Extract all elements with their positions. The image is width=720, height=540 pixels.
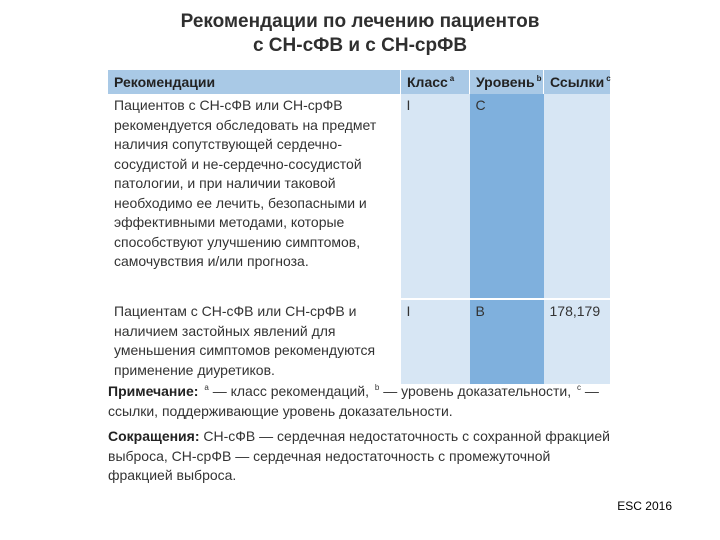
row-class: I [401, 299, 470, 384]
abbreviations-label: Сокращения: [108, 428, 200, 444]
title-line-1: Рекомендации по лечению пациентов [180, 11, 540, 32]
table-notes [108, 382, 614, 492]
table-row [108, 299, 610, 384]
table-row [108, 94, 610, 299]
row-recommendation-text: Пациентов с СН-сФВ или СН-срФВ рекомендуется обследовать на предмет наличия сопутствующей сердечно-сосудистой и не-сердечно-сосудистой патологии, и при наличии таковой необходимо ее лечить, безопасными и эффективными методами, которые способствуют улучшению симптомов, самочувствия и/или прогноза. [108, 94, 401, 299]
row-refs: 178,179 [544, 299, 611, 384]
note-label: Примечание: [108, 383, 199, 399]
title-line-2: с СН-сФВ и с СН-срФВ [252, 35, 468, 56]
row-recommendation-text: Пациентам с СН-сФВ или СН-срФВ и наличием застойных явлений для уменьшения симптомов рекомендуются применение диуретиков. [108, 299, 401, 384]
row-level: C [470, 94, 544, 299]
row-refs [544, 94, 611, 299]
page-title [0, 10, 720, 58]
source-footer: ESC 2016 [617, 499, 672, 513]
header-level: Уровень $^b$ [470, 70, 544, 94]
abbreviations-paragraph: Сокращения: СН-сФВ — сердечная недостаточность с сохранной фракцией выброса, СН-срФВ — сердечная недостаточность с промежуточной фракцией выброса. [108, 428, 610, 483]
note-paragraph: Примечание: $^a$ — класс рекомендаций, $^b$ — уровень доказательности, $^c$ — ссылки, поддерживающие уровень доказательности. [108, 383, 599, 419]
row-level: B [470, 299, 544, 384]
recommendations-table [108, 70, 610, 384]
header-refs: Ссылки $^c$ [544, 70, 611, 94]
header-recommendations: Рекомендации [108, 70, 401, 94]
header-class: Класс $^a$ [401, 70, 470, 94]
row-class: I [401, 94, 470, 299]
table-header-row [108, 70, 610, 94]
